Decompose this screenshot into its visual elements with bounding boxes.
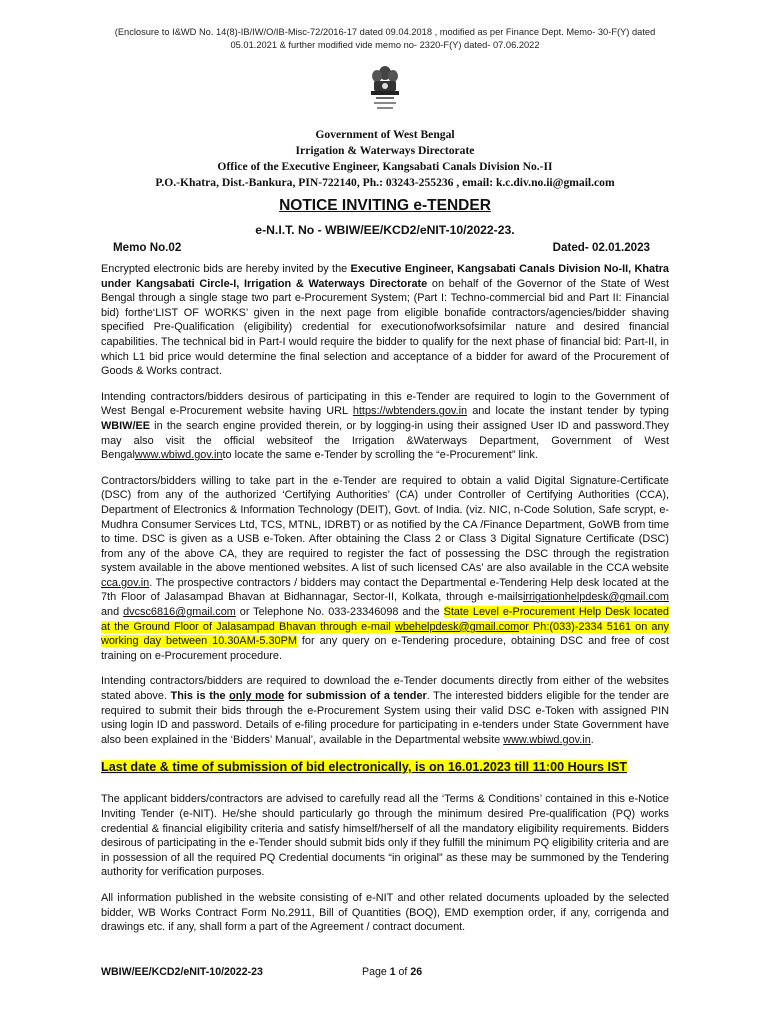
paragraph-dsc — [101, 474, 669, 664]
text: Intending contractors/bidders desirous of participating in this e-Tender are required to login to the Government of West Bengal e-Procurement website having URL — [101, 390, 669, 418]
bold-text: for submission of a tender — [284, 690, 427, 703]
text: to locate the same e-Tender by scrolling the “e-Procurement” link. — [222, 449, 538, 462]
enclosure-note: (Enclosure to I&WD No. 14(8)-IB/IW/O/IB-Misc-72/2016-17 dated 09.04.2018 , modified as per Finance Dept. Memo- 30-F(Y) dated 05.01.2021 & further modified vide memo no- 2320-F(Y) dated- 07.06.2022 — [114, 27, 656, 50]
text: on behalf of the Governor of the State of West Bengal through a single stage two part e-Procurement System; (Part I: Techno-commercial bid and Part II: Financial bid) forthe‘LIST OF WORKS’ given in the next page from eligible bonafide contractors/agencies/bidder shaving specified Pre-Qualification (eligibility) credential for executionofworksofsimilar nature and desired financial capabilities. The technical bid in Part-I would require the bidder to qualify for the next phase of financial bid: Part-II, in which L1 bid price would determine the final selection and acceptance of a bidder for award of the Procurement of Goods & Works contract. — [101, 277, 669, 378]
wbiwd-link[interactable]: www.wbiwd.gov.in — [503, 733, 591, 746]
text: and — [101, 606, 124, 619]
text: Intending contractors/bidders are required to download the e-Tender documents directly from either of the websites stated above. — [101, 675, 669, 703]
paragraph-download — [101, 674, 669, 747]
text: of — [395, 966, 411, 978]
header-government: Government of West Bengal — [315, 128, 455, 141]
wbehelpdesk-email-link[interactable]: wbehelpdesk@gmail.com — [394, 620, 520, 633]
highlighted-text: or Ph:(033)-2334 5161 on any working day between 10.30AM-5.30PM — [101, 620, 669, 648]
office-header — [60, 127, 710, 191]
deadline-text: Last date & time of submission of bid electronically, is on 16.01.2023 till 11:00 Hours IST — [101, 760, 628, 775]
text: . The prospective contractors / bidders may contact the Departmental e-Tendering Help desk located at the 7th Floor of Jalasampad Bhavan at Bidhannagar, Sector-II, Kolkata, through e-mails — [101, 576, 669, 604]
search-keyword: WBIW/EE — [101, 419, 151, 432]
footer-reference: WBIW/EE/KCD2/eNIT-10/2022-23 — [101, 966, 263, 978]
text: and locate the instant tender by typing — [467, 405, 669, 418]
header-directorate: Irrigation & Waterways Directorate — [295, 144, 475, 157]
text: . The interested bidders eligible for the tender are required to submit their bids through the e-Procurement System using their valid DSC e-Token with assigned PIN using login ID and password. Details of e-filing procedure for participating in e-tenders under State Government have also been explained in the ‘Bidders’ Manual’, available in the Departmental website — [101, 690, 669, 746]
cca-link[interactable]: cca.gov.in — [101, 576, 150, 589]
highlighted-text: State Level e-Procurement Help Desk located at the Ground Floor of Jalasampad Bhavan through e-mail — [101, 606, 669, 633]
bold-text: This is the — [170, 690, 230, 703]
paragraph-invitation — [101, 262, 669, 379]
helpdesk-email-link[interactable]: irrigationhelpdesk@gmail.com — [522, 591, 669, 604]
bold-underline-text: only mode — [229, 690, 285, 703]
national-emblem-icon — [368, 64, 402, 118]
text: or Telephone No. 033-23346098 and the — [235, 606, 444, 619]
text: Encrypted electronic bids are hereby invited by the — [101, 263, 351, 275]
paragraph-agreement: All information published in the website consisting of e-NIT and other related documents uploaded by the selected bidder, WB Works Contract Form No.2911, Bill of Quantities (BOQ), EMD exemption order, if any, corrigenda and drawings etc. if any, shall form a part of the Agreement / contract document. — [101, 891, 669, 934]
page-title: NOTICE INVITING e-TENDER — [279, 197, 491, 214]
text: for any query on e-Tendering procedure, obtaining DSC and free of cost training on e-Procurement procedure. — [101, 635, 669, 662]
text: in the search engine provided therein, or by logging-in using their assigned User ID and password.They may also visit the official websiteof the Irrigation &Waterways Department, Government of West Bengal — [101, 419, 669, 462]
submission-deadline — [101, 759, 669, 776]
paragraph-login — [101, 390, 669, 463]
wbiwd-link[interactable]: www.wbiwd.gov.in — [134, 449, 223, 462]
page-number — [362, 966, 422, 978]
notice-body — [101, 262, 669, 946]
memo-date: Dated- 02.01.2023 — [552, 241, 650, 254]
inviting-authority: Executive Engineer, Kangsabati Canals Division No-II, Khatra under Kangsabati Circle-I, Irrigation & Waterways Directorate — [101, 263, 669, 290]
paragraph-terms: The applicant bidders/contractors are advised to carefully read all the ‘Terms & Conditions’ contained in this e-Notice Inviting Tender (e-NIT). He/she should particularly go through the minimum desired Pre-qualification (PQ) works credential & financial eligibility criteria and satisfy himself/herself of all the mandatory eligibility requirements. Bidders desirous of participating in the e-Tender should submit bids only if they fulfill the minimum PQ eligibility criteria and are in possession of all the required PQ Credential documents “in original” as these may be summoned by the Tendering authority for verification purposes. — [101, 793, 669, 879]
wbtenders-link[interactable]: https://wbtenders.gov.in — [352, 405, 468, 418]
header-address: P.O.-Khatra, Dist.-Bankura, PIN-722140, Ph.: 03243-255236 , email: k.c.div.no.ii@gmail.com — [155, 176, 615, 189]
nit-number: e-N.I.T. No - WBIW/EE/KCD2/eNIT-10/2022-23. — [255, 223, 515, 237]
text: Page — [362, 966, 390, 978]
text: Contractors/bidders willing to take part in the e-Tender are required to obtain a valid Digital Signature-Certificate (DSC) from any of the authorized ‘Certifying Authorities’ (CA) under Controller of Certifying Authorities (CCA), Department of Electronics & Information Technology (DEIT), Govt. of India. (viz. NIC, n-Code Solution, Safe scrypt, e-Mudhra Consumer Services Ltd, TCS, MTNL, IDRBT) or as notified by the CA /Finance Department, GoWB from time to time. DSC is given as a USB e-Token. After obtaining the Class 2 or Class 3 Digital Signature Certificate (DSC) from any of the above CA, they are required to register the fact of possessing the DSC through the registration system available in the above mentioned websites. A list of such licensed CAs’ are also available in the CCA website — [101, 474, 669, 575]
memo-number: Memo No.02 — [113, 241, 182, 254]
total-pages: 26 — [410, 966, 423, 978]
text: . — [590, 733, 594, 746]
header-office: Office of the Executive Engineer, Kangsabati Canals Division No.-II — [217, 160, 553, 173]
current-page: 1 — [389, 966, 396, 978]
dvcsc-email-link[interactable]: dvcsc6816@gmail.com — [123, 606, 236, 619]
